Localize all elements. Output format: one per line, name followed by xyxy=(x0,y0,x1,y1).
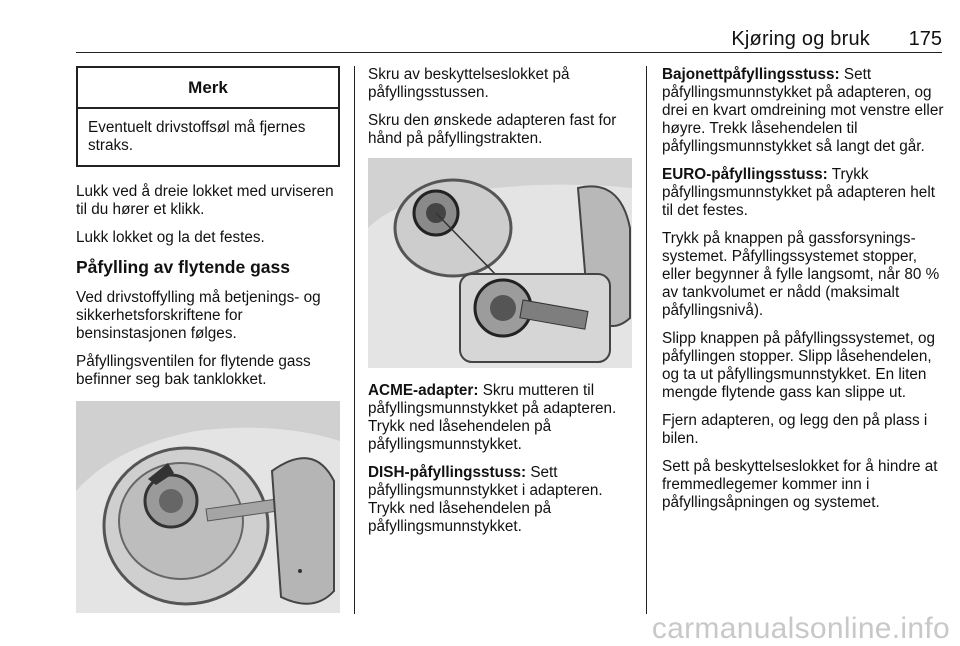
paragraph-close-cap: Lukk ved å dreie lokket med urviseren til du hører et klikk. xyxy=(76,183,334,218)
paragraph-dish xyxy=(368,464,634,536)
paragraph-acme xyxy=(368,382,634,454)
bayonet-text: Sett påfyllingsmunnstykket på adapteren, og drei en kvart omdreining mot venstre eller høyre. Trekk låsehendelen til påfyllingsmunnstykket så langt det går. xyxy=(662,66,944,155)
paragraph-screw-adapter: Skru den ønskede adapteren fast for hånd på påfyllingstrakten. xyxy=(368,112,617,147)
note-box xyxy=(76,66,340,167)
paragraph-euro xyxy=(662,166,944,220)
column-1 xyxy=(76,66,340,613)
watermark: carmanualsonline.info xyxy=(651,612,950,645)
column-divider-2 xyxy=(646,66,647,614)
paragraph-valve-location: Påfyllingsventilen for flytende gass befinner seg bak tanklokket. xyxy=(76,353,311,388)
page-header-title: Kjøring og bruk xyxy=(731,28,870,50)
paragraph-remove-cap: Skru av beskyttelseslokket på påfyllingsstussen. xyxy=(368,66,570,101)
section-heading: Påfylling av flytende gass xyxy=(76,257,290,277)
paragraph-safety: Ved drivstoffylling må betjenings- og sikkerhetsforskriftene for bensinstasjonen følges. xyxy=(76,289,321,342)
acme-label: ACME-adapter: xyxy=(368,382,479,399)
figure-fuel-filler-flap xyxy=(76,401,340,613)
column-2 xyxy=(368,66,634,546)
paragraph-bayonet xyxy=(662,66,944,156)
euro-label: EURO-påfyllingsstuss: xyxy=(662,166,828,183)
dish-label: DISH-påfyllingsstuss: xyxy=(368,464,527,481)
paragraph-release-button: Slipp knappen på påfyllingssystemet, og påfyllingen stopper. Slipp låsehendelen, og ta ut påfyllingsmunnstykket. En liten mengde flytende gass kan slippe ut. xyxy=(662,330,935,401)
column-divider-1 xyxy=(354,66,355,614)
bayonet-label: Bajonettpåfyllingsstuss: xyxy=(662,66,840,83)
header-rule xyxy=(76,52,942,53)
euro-text: Trykk påfyllingsmunnstykket på adapteren helt til det festes. xyxy=(662,166,935,219)
adapter-illustration xyxy=(368,158,632,368)
page-number: 175 xyxy=(908,28,942,50)
acme-text: Skru mutteren til påfyllingsmunnstykket på adapteren. Trykk ned låsehendelen på påfyllingsmunnstykket. xyxy=(368,382,617,453)
figure-adapter xyxy=(368,158,632,368)
note-text: Eventuelt drivstoffsøl må fjernes straks. xyxy=(88,119,306,154)
dish-text: Sett påfyllingsmunnstykket i adapteren. Trykk ned låsehendelen på påfyllingsmunnstykket. xyxy=(368,464,603,535)
note-title: Merk xyxy=(78,68,338,109)
filler-flap-illustration xyxy=(76,401,340,613)
paragraph-refit-cap: Sett på beskyttelseslokket for å hindre at fremmedlegemer kommer inn i påfyllingsåpningen og systemet. xyxy=(662,458,938,511)
column-3 xyxy=(662,66,944,522)
paragraph-press-button: Trykk på knappen på gassforsynings-systemet. Påfyllingssystemet stopper, eller begynner å fylle langsomt, når 80 % av tankvolumet er nådd (maksimalt påfyllingsnivå). xyxy=(662,230,940,319)
paragraph-close-lid: Lukk lokket og la det festes. xyxy=(76,229,265,246)
paragraph-remove-adapter: Fjern adapteren, og legg den på plass i bilen. xyxy=(662,412,928,447)
